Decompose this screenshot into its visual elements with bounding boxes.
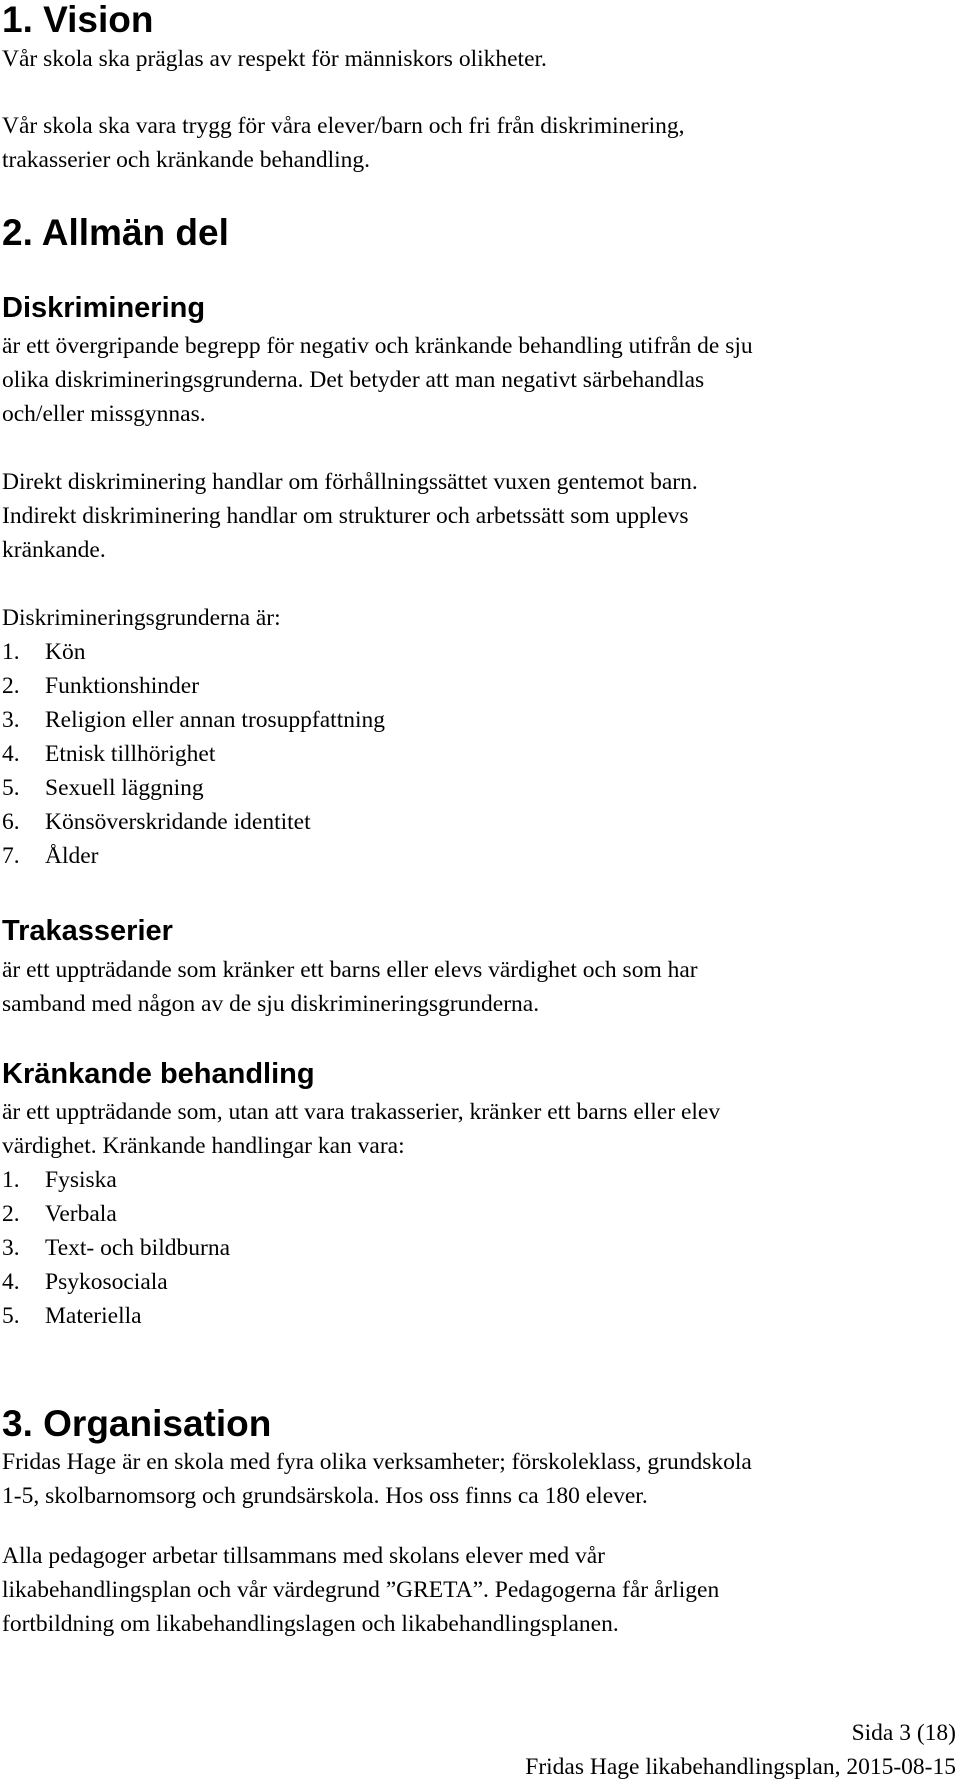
trakasserier-line-2: samband med någon av de sju diskrimineringsgrunderna. xyxy=(2,991,540,1017)
list-item-text: Religion eller annan trosuppfattning xyxy=(45,707,386,733)
krankande-line-1: är ett uppträdande som, utan att vara trakasserier, kränker ett barns eller elev xyxy=(2,1099,721,1125)
direkt-diskriminering: Direkt diskriminering handlar om förhållningssättet vuxen gentemot barn. xyxy=(2,469,698,495)
list-item-number: 2. xyxy=(2,1201,20,1227)
list-item-text: Etnisk tillhörighet xyxy=(45,741,216,767)
indirekt-diskriminering-line-1: Indirekt diskriminering handlar om strukturer och arbetssätt som upplevs xyxy=(2,503,689,529)
organisation-paragraph-2-line-1: Alla pedagoger arbetar tillsammans med skolans elever med vår xyxy=(2,1543,605,1569)
list-item-text: Text- och bildburna xyxy=(45,1235,230,1261)
list-item-number: 3. xyxy=(2,707,20,733)
grund-list-item xyxy=(2,805,385,839)
krankande-list-item xyxy=(2,1163,230,1197)
grund-list-item xyxy=(2,737,385,771)
vision-paragraph-2-line-2: trakasserier och kränkande behandling. xyxy=(2,147,371,173)
krankande-list-item xyxy=(2,1231,230,1265)
grund-list-item xyxy=(2,635,385,669)
list-item-text: Könsöverskridande identitet xyxy=(45,809,311,835)
list-item-text: Ålder xyxy=(45,843,99,869)
list-item-number: 5. xyxy=(2,1303,20,1329)
indirekt-diskriminering-line-2: kränkande. xyxy=(2,537,106,563)
heading-organisation: 3. Organisation xyxy=(2,1403,272,1444)
footer-document-name: Fridas Hage likabehandlingsplan, 2015-08-15 xyxy=(525,1754,956,1780)
krankande-line-2: värdighet. Kränkande handlingar kan vara: xyxy=(2,1133,405,1159)
footer-page-number: Sida 3 (18) xyxy=(851,1720,956,1746)
list-item-number: 7. xyxy=(2,843,20,869)
list-item-number: 6. xyxy=(2,809,20,835)
list-item-text: Sexuell läggning xyxy=(45,775,204,801)
diskriminering-line-3: och/eller missgynnas. xyxy=(2,401,206,427)
heading-diskriminering: Diskriminering xyxy=(2,292,206,324)
list-item-text: Fysiska xyxy=(45,1167,117,1193)
heading-allman-del: 2. Allmän del xyxy=(2,212,229,253)
heading-vision: 1. Vision xyxy=(2,0,154,40)
grunder-label: Diskrimineringsgrunderna är: xyxy=(2,605,281,631)
krankande-list-item xyxy=(2,1265,230,1299)
grunder-list xyxy=(2,635,385,873)
list-item-number: 4. xyxy=(2,741,20,767)
heading-krankande-behandling: Kränkande behandling xyxy=(2,1058,315,1090)
trakasserier-line-1: är ett uppträdande som kränker ett barns eller elevs värdighet och som har xyxy=(2,957,698,983)
list-item-number: 2. xyxy=(2,673,20,699)
diskriminering-line-1: är ett övergripande begrepp för negativ och kränkande behandling utifrån de sju xyxy=(2,333,753,359)
list-item-number: 3. xyxy=(2,1235,20,1261)
organisation-paragraph-2-line-3: fortbildning om likabehandlingslagen och likabehandlingsplanen. xyxy=(2,1611,619,1637)
grund-list-item xyxy=(2,771,385,805)
list-item-number: 1. xyxy=(2,1167,20,1193)
grund-list-item xyxy=(2,839,385,873)
vision-paragraph-1: Vår skola ska präglas av respekt för människors olikheter. xyxy=(2,46,547,72)
list-item-number: 4. xyxy=(2,1269,20,1295)
krankande-list-item xyxy=(2,1197,230,1231)
diskriminering-line-2: olika diskrimineringsgrunderna. Det betyder att man negativt särbehandlas xyxy=(2,367,705,393)
list-item-number: 1. xyxy=(2,639,20,665)
list-item-text: Psykosociala xyxy=(45,1269,168,1295)
list-item-text: Kön xyxy=(45,639,86,665)
vision-paragraph-2-line-1: Vår skola ska vara trygg för våra elever/barn och fri från diskriminering, xyxy=(2,113,685,139)
organisation-paragraph-1-line-1: Fridas Hage är en skola med fyra olika verksamheter; förskoleklass, grundskola xyxy=(2,1449,752,1475)
heading-trakasserier: Trakasserier xyxy=(2,915,173,947)
krankande-list xyxy=(2,1163,230,1333)
list-item-text: Funktionshinder xyxy=(45,673,200,699)
grund-list-item xyxy=(2,703,385,737)
organisation-paragraph-2-line-2: likabehandlingsplan och vår värdegrund ”GRETA”. Pedagogerna får årligen xyxy=(2,1577,720,1603)
organisation-paragraph-1-line-2: 1-5, skolbarnomsorg och grundsärskola. Hos oss finns ca 180 elever. xyxy=(2,1483,648,1509)
list-item-text: Verbala xyxy=(45,1201,117,1227)
krankande-list-item xyxy=(2,1299,230,1333)
list-item-text: Materiella xyxy=(45,1303,142,1329)
list-item-number: 5. xyxy=(2,775,20,801)
grund-list-item xyxy=(2,669,385,703)
